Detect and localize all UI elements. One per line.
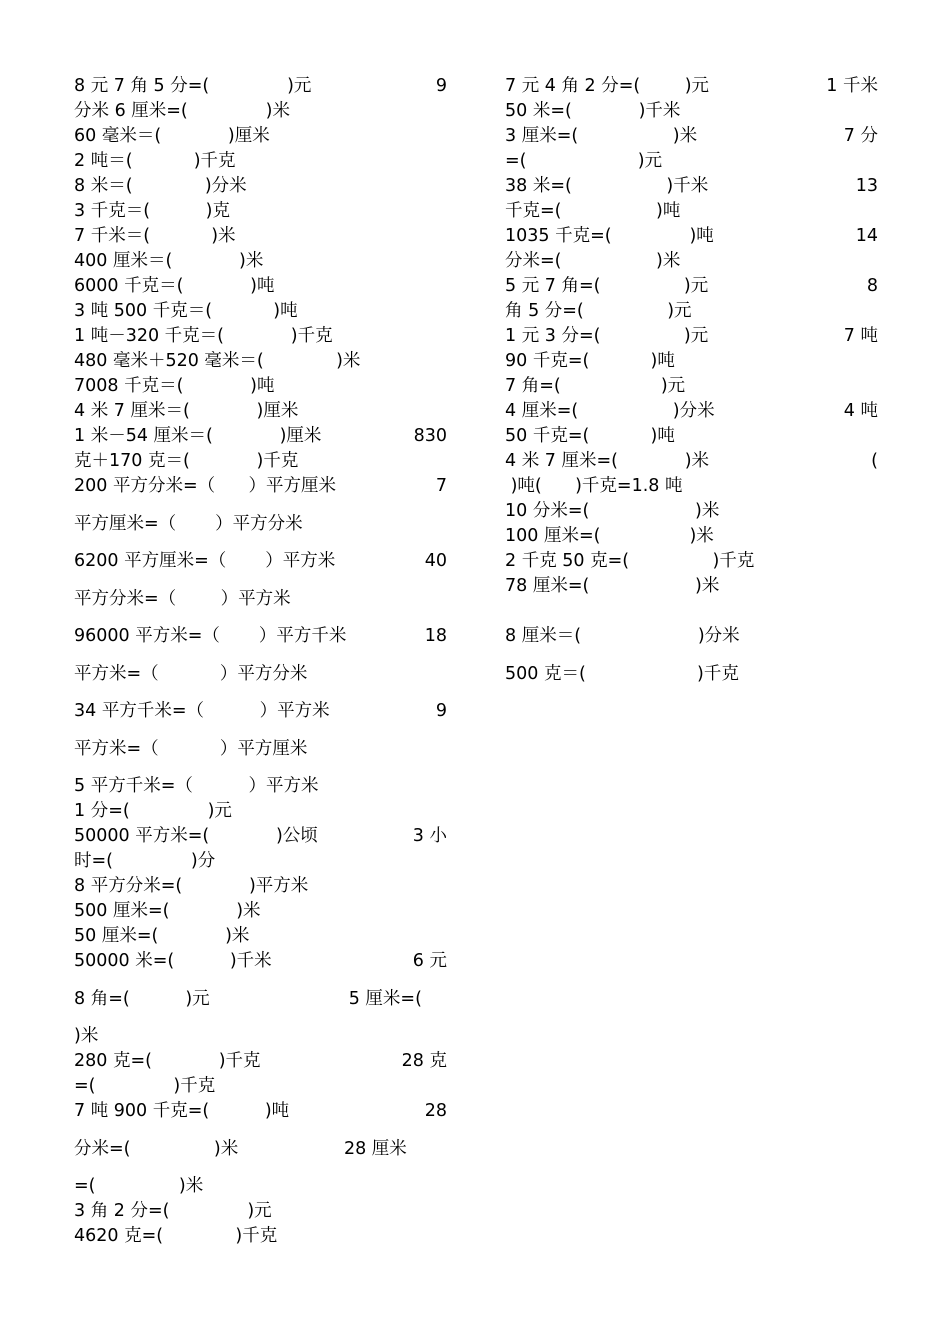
problem-text: 8 平方分米=( )平方米 bbox=[74, 876, 309, 896]
problem-text: 280 克=( )千克 bbox=[74, 1051, 261, 1071]
left-line bbox=[74, 987, 447, 1012]
problem-text: 100 厘米=( )米 bbox=[505, 526, 714, 546]
right-line bbox=[505, 449, 878, 474]
right-line bbox=[505, 474, 878, 499]
problem-text: 分米=( )米 28 厘米 bbox=[74, 1139, 407, 1159]
problem-text: 平方厘米=（ ）平方分米 bbox=[74, 514, 303, 534]
problem-text: 96000 平方米=（ ）平方千米 bbox=[74, 626, 347, 646]
problem-text-continuation: 3 小 bbox=[412, 826, 447, 846]
problem-text: 分米=( )米 bbox=[505, 251, 681, 271]
problem-text: 1 分=( )元 bbox=[74, 801, 232, 821]
problem-text: 1 米－54 厘米＝( )厘米 bbox=[74, 426, 322, 446]
problem-text-continuation: 28 bbox=[424, 1101, 447, 1121]
problem-text-continuation: 14 bbox=[855, 226, 878, 246]
right-line bbox=[505, 324, 878, 349]
right-line bbox=[505, 199, 878, 224]
right-line bbox=[505, 524, 878, 549]
right-line bbox=[505, 274, 878, 299]
left-line bbox=[74, 324, 447, 349]
problem-text: 1 元 3 分=( )元 bbox=[505, 326, 709, 346]
problem-text-continuation: 28 克 bbox=[401, 1051, 447, 1071]
left-line bbox=[74, 349, 447, 374]
left-line bbox=[74, 1049, 447, 1074]
problem-text: )米 bbox=[74, 1026, 99, 1046]
left-line bbox=[74, 199, 447, 224]
problem-text: 50 千克=( )吨 bbox=[505, 426, 675, 446]
problem-text: 7 吨 900 千克=( )吨 bbox=[74, 1101, 290, 1121]
left-column bbox=[74, 74, 447, 1249]
right-line bbox=[505, 662, 878, 687]
problem-text-continuation: 9 bbox=[435, 76, 447, 96]
problem-text: 3 千克＝( )克 bbox=[74, 201, 230, 221]
right-line bbox=[505, 299, 878, 324]
problem-text: 500 克＝( )千克 bbox=[505, 664, 739, 684]
problem-text: 10 分米=( )米 bbox=[505, 501, 720, 521]
right-line bbox=[505, 574, 878, 599]
right-line bbox=[505, 499, 878, 524]
left-line bbox=[74, 424, 447, 449]
problem-text: 7 千米＝( )米 bbox=[74, 226, 236, 246]
right-line bbox=[505, 224, 878, 249]
right-line bbox=[505, 124, 878, 149]
right-column bbox=[505, 74, 878, 687]
problem-text: =( )千克 bbox=[74, 1076, 216, 1096]
problem-text: 3 厘米=( )米 bbox=[505, 126, 698, 146]
left-line bbox=[74, 1074, 447, 1099]
problem-text: 78 厘米=( )米 bbox=[505, 576, 720, 596]
problem-text-continuation: 13 bbox=[855, 176, 878, 196]
problem-text: 2 吨＝( )千克 bbox=[74, 151, 236, 171]
left-line bbox=[74, 224, 447, 249]
problem-text: 8 厘米＝( )分米 bbox=[505, 626, 740, 646]
left-line bbox=[74, 849, 447, 874]
problem-text: 1035 千克=( )吨 bbox=[505, 226, 714, 246]
problem-text: 500 厘米=( )米 bbox=[74, 901, 261, 921]
left-line bbox=[74, 374, 447, 399]
problem-text-continuation: 18 bbox=[424, 626, 447, 646]
problem-text: 6000 千克＝( )吨 bbox=[74, 276, 275, 296]
left-line bbox=[74, 924, 447, 949]
problem-text: )吨( )千克=1.8 吨 bbox=[505, 476, 683, 496]
problem-text-continuation: 7 分 bbox=[843, 126, 878, 146]
problem-text: 分米 6 厘米=( )米 bbox=[74, 101, 290, 121]
problem-text: 千克=( )吨 bbox=[505, 201, 681, 221]
problem-text: 平方米=（ ）平方厘米 bbox=[74, 739, 308, 759]
problem-text: 60 毫米＝( )厘米 bbox=[74, 126, 270, 146]
problem-text: 5 元 7 角=( )元 bbox=[505, 276, 709, 296]
right-line bbox=[505, 549, 878, 574]
problem-text-continuation: 7 吨 bbox=[843, 326, 878, 346]
left-line bbox=[74, 1099, 447, 1124]
left-line bbox=[74, 174, 447, 199]
problem-text-continuation: 1 千米 bbox=[826, 76, 878, 96]
problem-text: 4620 克=( )千克 bbox=[74, 1226, 278, 1246]
problem-text: =( )元 bbox=[505, 151, 663, 171]
problem-text-continuation: ( bbox=[871, 451, 878, 471]
left-line bbox=[74, 737, 447, 762]
left-line bbox=[74, 1137, 447, 1162]
left-line bbox=[74, 949, 447, 974]
left-line bbox=[74, 1174, 447, 1199]
left-line bbox=[74, 74, 447, 99]
right-line bbox=[505, 74, 878, 99]
left-line bbox=[74, 249, 447, 274]
left-line bbox=[74, 799, 447, 824]
problem-text-continuation: 8 bbox=[866, 276, 878, 296]
problem-text: 5 平方千米=（ ）平方米 bbox=[74, 776, 319, 796]
problem-text-continuation: 7 bbox=[435, 476, 447, 496]
left-line bbox=[74, 99, 447, 124]
problem-text: 1 吨－320 千克＝( )千克 bbox=[74, 326, 333, 346]
problem-text: 400 厘米＝( )米 bbox=[74, 251, 264, 271]
problem-text: 200 平方分米=（ ）平方厘米 bbox=[74, 476, 337, 496]
left-line bbox=[74, 474, 447, 499]
left-line bbox=[74, 774, 447, 799]
problem-text: 38 米=( )千米 bbox=[505, 176, 709, 196]
problem-text-continuation: 830 bbox=[413, 426, 447, 446]
problem-text: 50 厘米=( )米 bbox=[74, 926, 250, 946]
problem-text-continuation: 9 bbox=[435, 701, 447, 721]
problem-text: 50000 米=( )千米 bbox=[74, 951, 272, 971]
left-line bbox=[74, 1199, 447, 1224]
left-line bbox=[74, 299, 447, 324]
problem-text: 7 元 4 角 2 分=( )元 bbox=[505, 76, 710, 96]
right-line bbox=[505, 149, 878, 174]
right-line bbox=[505, 349, 878, 374]
left-line bbox=[74, 899, 447, 924]
left-line bbox=[74, 512, 447, 537]
problem-text: 34 平方千米=（ ）平方米 bbox=[74, 701, 330, 721]
left-line bbox=[74, 624, 447, 649]
problem-text: 角 5 分=( )元 bbox=[505, 301, 692, 321]
problem-text: 50000 平方米=( )公顷 bbox=[74, 826, 318, 846]
problem-text: 3 角 2 分=( )元 bbox=[74, 1201, 272, 1221]
problem-text: 4 厘米=( )分米 bbox=[505, 401, 715, 421]
right-line bbox=[505, 174, 878, 199]
left-line bbox=[74, 824, 447, 849]
problem-text: 3 吨 500 千克＝( )吨 bbox=[74, 301, 298, 321]
problem-text: 8 角=( )元 5 厘米=( bbox=[74, 989, 422, 1009]
right-line bbox=[505, 99, 878, 124]
problem-text-continuation: 6 元 bbox=[412, 951, 447, 971]
problem-text: 2 千克 50 克=( )千克 bbox=[505, 551, 755, 571]
left-line bbox=[74, 399, 447, 424]
problem-text: 90 千克=( )吨 bbox=[505, 351, 675, 371]
problem-text: 4 米 7 厘米＝( )厘米 bbox=[74, 401, 299, 421]
right-line bbox=[505, 374, 878, 399]
left-line bbox=[74, 549, 447, 574]
problem-text: 克＋170 克＝( )千克 bbox=[74, 451, 299, 471]
left-line bbox=[74, 587, 447, 612]
right-line bbox=[505, 424, 878, 449]
left-line bbox=[74, 124, 447, 149]
problem-text: 6200 平方厘米=（ ）平方米 bbox=[74, 551, 336, 571]
problem-text: 7 角=( )元 bbox=[505, 376, 686, 396]
problem-text-continuation: 4 吨 bbox=[843, 401, 878, 421]
left-line bbox=[74, 874, 447, 899]
problem-text: 480 毫米＋520 毫米＝( )米 bbox=[74, 351, 361, 371]
left-line bbox=[74, 274, 447, 299]
right-line bbox=[505, 249, 878, 274]
problem-text: 8 元 7 角 5 分=( )元 bbox=[74, 76, 312, 96]
problem-text: 8 米＝( )分米 bbox=[74, 176, 247, 196]
right-line bbox=[505, 624, 878, 649]
problem-text: 4 米 7 厘米=( )米 bbox=[505, 451, 710, 471]
left-line bbox=[74, 149, 447, 174]
left-line bbox=[74, 449, 447, 474]
problem-text: 时=( )分 bbox=[74, 851, 216, 871]
left-line bbox=[74, 662, 447, 687]
problem-text: 平方米=（ ）平方分米 bbox=[74, 664, 308, 684]
problem-text-continuation: 40 bbox=[424, 551, 447, 571]
left-line bbox=[74, 1024, 447, 1049]
problem-text: 50 米=( )千米 bbox=[505, 101, 681, 121]
problem-text: 7008 千克＝( )吨 bbox=[74, 376, 275, 396]
problem-text: 平方分米=（ ）平方米 bbox=[74, 589, 291, 609]
left-line bbox=[74, 1224, 447, 1249]
problem-text: =( )米 bbox=[74, 1176, 204, 1196]
right-line bbox=[505, 399, 878, 424]
left-line bbox=[74, 699, 447, 724]
